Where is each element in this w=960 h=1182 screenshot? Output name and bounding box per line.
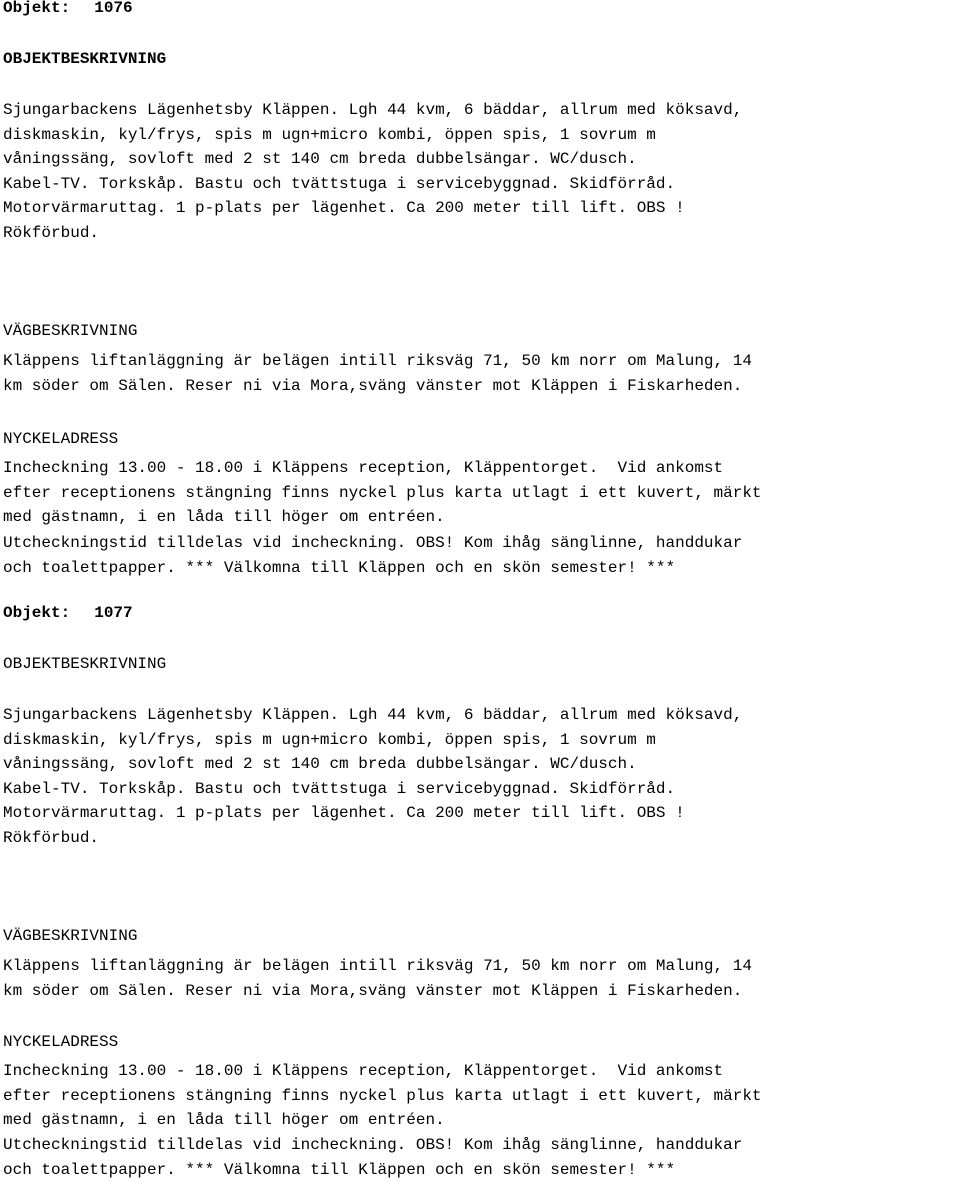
text-line: diskmaskin, kyl/frys, spis m ugn+micro kombi, öppen spis, 1 sovrum m (3, 728, 742, 753)
text-line: Sjungarbackens Lägenhetsby Kläppen. Lgh 44 kvm, 6 bäddar, allrum med köksavd, (3, 98, 742, 123)
directions-text (3, 954, 752, 1003)
text-line: och toalettpapper. *** Välkomna till Kläppen och en skön semester! *** (3, 1158, 742, 1182)
text-line: Kabel-TV. Torkskåp. Bastu och tvättstuga i servicebyggnad. Skidförråd. (3, 172, 742, 197)
text-line: Sjungarbackens Lägenhetsby Kläppen. Lgh 44 kvm, 6 bäddar, allrum med köksavd, (3, 703, 742, 728)
text-line: km söder om Sälen. Reser ni via Mora,sväng vänster mot Kläppen i Fiskarheden. (3, 374, 752, 399)
description-heading: OBJEKTBESKRIVNING (3, 51, 166, 68)
text-line: Rökförbud. (3, 826, 742, 851)
description-text (3, 703, 742, 850)
text-line: diskmaskin, kyl/frys, spis m ugn+micro kombi, öppen spis, 1 sovrum m (3, 123, 742, 148)
key-address-text (3, 1059, 762, 1133)
text-line: Kabel-TV. Torkskåp. Bastu och tvättstuga i servicebyggnad. Skidförråd. (3, 777, 742, 802)
object-number: 1077 (94, 605, 132, 622)
object-header (3, 0, 133, 17)
text-line: Utcheckningstid tilldelas vid incheckning. OBS! Kom ihåg sänglinne, handdukar (3, 1133, 742, 1158)
object-number: 1076 (94, 0, 132, 17)
directions-heading: VÄGBESKRIVNING (3, 928, 137, 945)
text-line: Motorvärmaruttag. 1 p-plats per lägenhet. Ca 200 meter till lift. OBS ! (3, 196, 742, 221)
key-address-text (3, 456, 762, 530)
text-line: Kläppens liftanläggning är belägen intill riksväg 71, 50 km norr om Malung, 14 (3, 349, 752, 374)
description-text (3, 98, 742, 245)
text-line: Kläppens liftanläggning är belägen intill riksväg 71, 50 km norr om Malung, 14 (3, 954, 752, 979)
text-line: Rökförbud. (3, 221, 742, 246)
text-line: efter receptionens stängning finns nyckel plus karta utlagt i ett kuvert, märkt (3, 481, 762, 506)
checkout-text (3, 531, 742, 580)
text-line: Incheckning 13.00 - 18.00 i Kläppens reception, Kläppentorget. Vid ankomst (3, 456, 762, 481)
text-line: Incheckning 13.00 - 18.00 i Kläppens reception, Kläppentorget. Vid ankomst (3, 1059, 762, 1084)
object-header (3, 605, 133, 622)
text-line: Utcheckningstid tilldelas vid incheckning. OBS! Kom ihåg sänglinne, handdukar (3, 531, 742, 556)
object-label: Objekt: (3, 604, 70, 622)
text-line: efter receptionens stängning finns nyckel plus karta utlagt i ett kuvert, märkt (3, 1084, 762, 1109)
text-line: Motorvärmaruttag. 1 p-plats per lägenhet. Ca 200 meter till lift. OBS ! (3, 801, 742, 826)
object-label: Objekt: (3, 0, 70, 17)
checkout-text (3, 1133, 742, 1182)
directions-text (3, 349, 752, 398)
text-line: våningssäng, sovloft med 2 st 140 cm breda dubbelsängar. WC/dusch. (3, 752, 742, 777)
text-line: med gästnamn, i en låda till höger om entréen. (3, 1108, 762, 1133)
directions-heading: VÄGBESKRIVNING (3, 323, 137, 340)
key-address-heading: NYCKELADRESS (3, 1034, 118, 1051)
text-line: våningssäng, sovloft med 2 st 140 cm breda dubbelsängar. WC/dusch. (3, 147, 742, 172)
text-line: och toalettpapper. *** Välkomna till Kläppen och en skön semester! *** (3, 556, 742, 581)
key-address-heading: NYCKELADRESS (3, 431, 118, 448)
description-heading: OBJEKTBESKRIVNING (3, 656, 166, 673)
text-line: km söder om Sälen. Reser ni via Mora,sväng vänster mot Kläppen i Fiskarheden. (3, 979, 752, 1004)
text-line: med gästnamn, i en låda till höger om entréen. (3, 505, 762, 530)
